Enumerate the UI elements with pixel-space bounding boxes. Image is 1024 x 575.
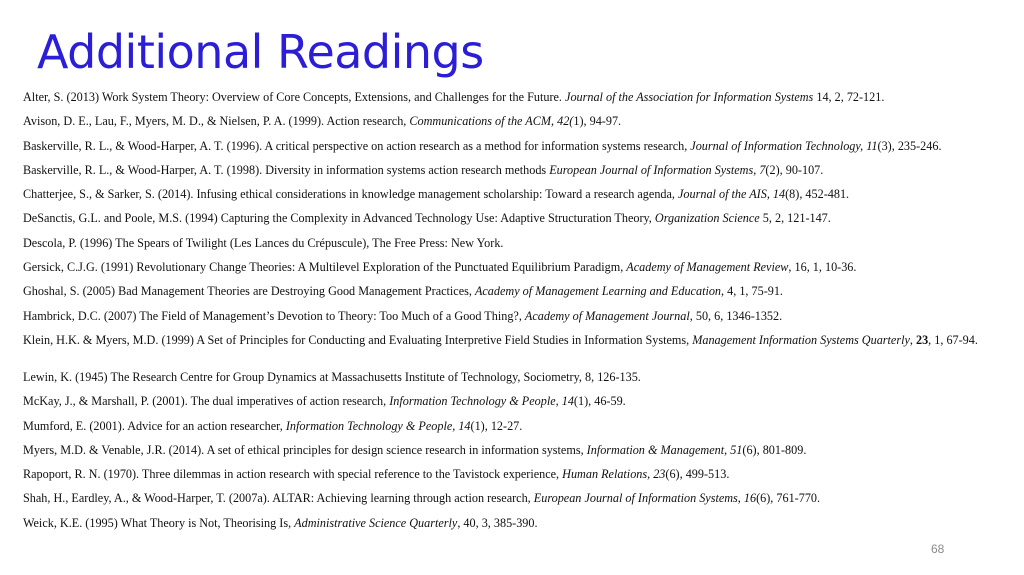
reference-list bbox=[23, 91, 998, 541]
reference-text: Chatterjee, S., & Sarker, S. (2014). Infusing ethical considerations in knowledge management scholarship: Toward a research agenda, bbox=[23, 187, 679, 202]
reference-text: Avison, D. E., Lau, F., Myers, M. D., & Nielsen, P. A. (1999). Action research, bbox=[23, 114, 410, 129]
reference-source: Administrative Science Quarterly bbox=[294, 515, 458, 530]
reference-source: European Journal of Information Systems, 16 bbox=[533, 491, 757, 506]
reference-item bbox=[23, 310, 998, 323]
reference-item bbox=[23, 334, 998, 360]
reference-source: Human Relations, 23 bbox=[562, 467, 666, 482]
reference-item bbox=[23, 517, 998, 530]
reference-text: Hambrick, D.C. (2007) The Field of Management’s Devotion to Theory: Too Much of a Good Thing?, bbox=[23, 308, 525, 323]
reference-item bbox=[23, 468, 998, 481]
reference-source: Academy of Management Journal bbox=[524, 308, 690, 323]
reference-details: (8), 452-481. bbox=[785, 187, 850, 202]
reference-source: Journal of the AIS, 14 bbox=[678, 187, 786, 202]
reference-details: (1), 46-59. bbox=[573, 394, 626, 409]
reference-details: , 1, 67-94. bbox=[928, 332, 978, 347]
reference-text: Rapoport, R. N. (1970). Three dilemmas in action research with special reference to the Tavistock experience, bbox=[23, 467, 563, 482]
reference-item bbox=[23, 188, 998, 201]
reference-details: 5, 2, 121-147. bbox=[759, 211, 831, 226]
reference-text: DeSanctis, G.L. and Poole, M.S. (1994) Capturing the Complexity in Advanced Technology Use: Adaptive Structuration Theory, bbox=[23, 211, 655, 226]
reference-item bbox=[23, 140, 998, 153]
reference-item bbox=[23, 285, 998, 298]
reference-source: Journal of the Association for Information Systems bbox=[565, 90, 814, 104]
page-number: 68 bbox=[931, 542, 945, 556]
reference-details: (6), 801-809. bbox=[742, 442, 807, 457]
reference-details: (1), 12-27. bbox=[470, 418, 523, 433]
reference-text: Klein, H.K. & Myers, M.D. (1999) A Set of Principles for Conducting and Evaluating Interpretive Field Studies in Information Systems, bbox=[23, 332, 693, 347]
reference-details: , 50, 6, 1346-1352. bbox=[689, 308, 783, 323]
reference-item bbox=[23, 164, 998, 177]
reference-text: Myers, M.D. & Venable, J.R. (2014). A set of ethical principles for design science research in information systems, bbox=[23, 442, 587, 457]
reference-item bbox=[23, 261, 998, 274]
reference-item bbox=[23, 115, 998, 128]
reference-text: Descola, P. (1996) The Spears of Twilight (Les Lances du Crépuscule), The Free Press: New York. bbox=[23, 235, 504, 250]
reference-item bbox=[23, 237, 998, 250]
reference-text: Alter, S. (2013) Work System Theory: Overview of Core Concepts, Extensions, and Challenges for the Future. bbox=[23, 90, 566, 104]
reference-details: 14, 2, 72-121. bbox=[813, 90, 885, 104]
reference-details: (6), 761-770. bbox=[756, 491, 821, 506]
reference-source: Academy of Management Review bbox=[626, 260, 789, 275]
reference-details: , 4, 1, 75-91. bbox=[721, 284, 783, 299]
reference-source: Management Information Systems Quarterly bbox=[692, 332, 910, 347]
reference-details: , 40, 3, 385-390. bbox=[457, 515, 538, 530]
reference-text: Shah, H., Eardley, A., & Wood-Harper, T. (2007a). ALTAR: Achieving learning through action research, bbox=[23, 491, 534, 506]
reference-item bbox=[23, 395, 998, 408]
reference-item bbox=[23, 371, 998, 384]
reference-source: European Journal of Information Systems, 7 bbox=[549, 162, 766, 177]
reference-text: McKay, J., & Marshall, P. (2001). The dual imperatives of action research, bbox=[23, 394, 390, 409]
reference-details: 1), 94-97. bbox=[573, 114, 622, 129]
reference-text: Weick, K.E. (1995) What Theory is Not, Theorising Is, bbox=[23, 515, 295, 530]
slide-title: Additional Readings bbox=[37, 25, 484, 79]
reference-text: Gersick, C.J.G. (1991) Revolutionary Change Theories: A Multilevel Exploration of the Punctuated Equilibrium Paradigm, bbox=[23, 260, 627, 275]
reference-source: Information & Management, 51 bbox=[586, 442, 743, 457]
reference-details: , 16, 1, 10-36. bbox=[788, 260, 857, 275]
reference-text: Mumford, E. (2001). Advice for an action researcher, bbox=[23, 418, 286, 433]
reference-details: (2), 90-107. bbox=[765, 162, 824, 177]
reference-source: Communications of the ACM, 42( bbox=[409, 114, 574, 129]
reference-item bbox=[23, 492, 998, 505]
reference-text: Baskerville, R. L., & Wood-Harper, A. T. (1996). A critical perspective on action research as a method for information systems research, bbox=[23, 138, 691, 153]
reference-source: Journal of Information Technology, 11 bbox=[690, 138, 878, 153]
reference-source: Academy of Management Learning and Education bbox=[474, 284, 722, 299]
reference-source: Information Technology & People, 14 bbox=[285, 418, 471, 433]
reference-text: Lewin, K. (1945) The Research Centre for Group Dynamics at Massachusetts Institute of Technology, Sociometry, 8, 126-135. bbox=[23, 369, 641, 384]
reference-details: (3), 235-246. bbox=[877, 138, 942, 153]
reference-source: Organization Science bbox=[654, 211, 760, 226]
reference-item bbox=[23, 91, 998, 104]
reference-source: Information Technology & People, 14 bbox=[389, 394, 574, 409]
reference-item bbox=[23, 212, 998, 225]
reference-item bbox=[23, 420, 998, 433]
reference-details: (6), 499-513. bbox=[665, 467, 730, 482]
reference-text: Ghoshal, S. (2005) Bad Management Theories are Destroying Good Management Practices, bbox=[23, 284, 475, 299]
reference-separator: , bbox=[909, 332, 916, 347]
reference-item bbox=[23, 444, 998, 457]
reference-volume: 23 bbox=[915, 332, 929, 347]
reference-text: Baskerville, R. L., & Wood-Harper, A. T. (1998). Diversity in information systems action research methods bbox=[23, 162, 550, 177]
